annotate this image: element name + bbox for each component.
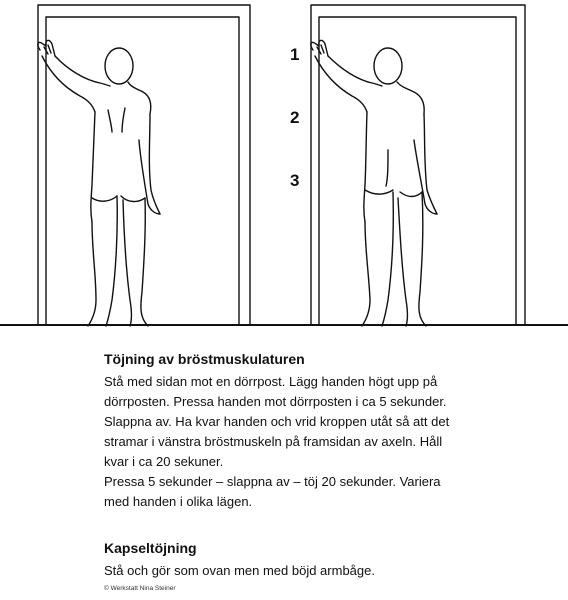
instruction-line: Pressa 5 sekunder – slappna av – töj 20 sekunder. Variera [104,474,441,489]
instruction-line: stramar i vänstra bröstmuskeln på framsidan av axeln. Håll [104,434,443,449]
position-label-2: 2 [290,108,300,127]
copyright-notice: © Werkstatt Nina Steiner [104,585,176,592]
position-label-1: 1 [290,45,300,64]
section-heading: Kapseltöjning [104,540,197,556]
instruction-line: kvar i ca 20 sekuner. [104,454,224,469]
left-door-frame [38,5,250,325]
right-figure [311,40,437,326]
instruction-line: Slappna av. Ha kvar handen och vrid kroppen utåt så att det [104,414,450,429]
instruction-line: dörrposten. Pressa handen mot dörrposten i ca 5 sekunder. [104,394,447,409]
left-figure [38,40,160,326]
capsule-stretch-section [104,540,544,581]
position-label-3: 3 [290,171,300,190]
instruction-line: Stå och gör som ovan men med böjd armbåge. [104,563,375,578]
chest-stretch-section [104,351,544,512]
section-heading: Töjning av bröstmuskulaturen [104,351,305,367]
instruction-line: med handen i olika lägen. [104,494,253,509]
instruction-line: Stå med sidan mot en dörrpost. Lägg handen högt upp på [104,374,438,389]
